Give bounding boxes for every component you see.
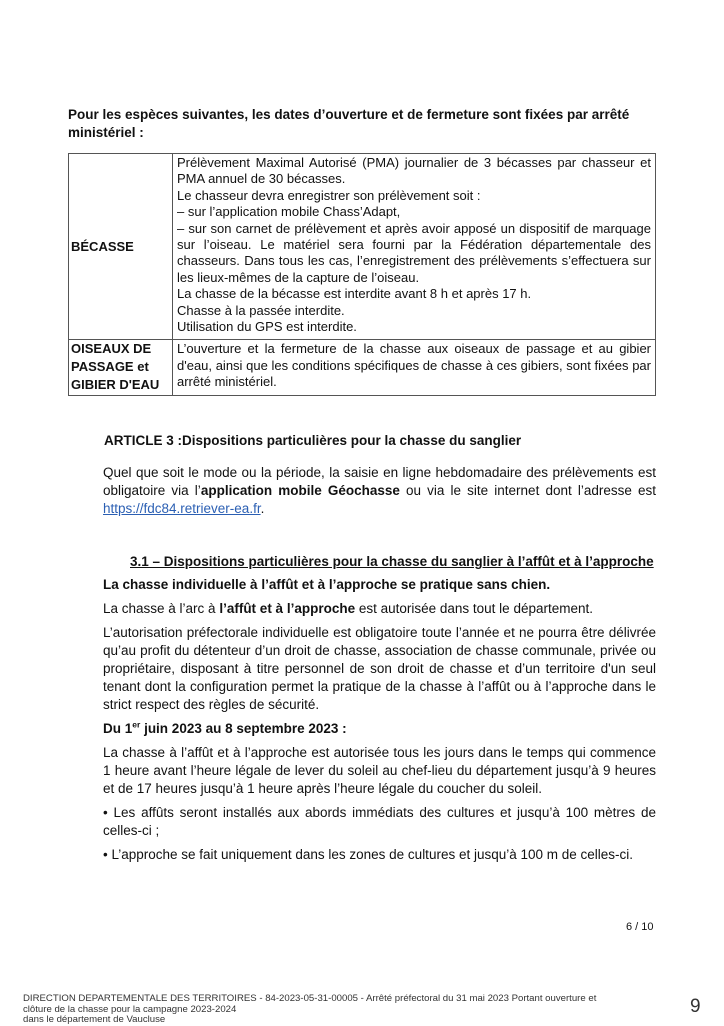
species-name-oiseaux [69,340,173,395]
species-rules-oiseaux: L’ouverture et la fermeture de la chasse aux oiseaux de passage et au gibier d'eau, ainsi que les conditions spécifiques de chasse à ces gibiers, sont fixées par arrêté ministériel. [173,340,656,395]
footer-line: dans le département de Vaucluse [23,1014,166,1025]
authorisation-paragraph: L’autorisation préfectorale individuelle est obligatoire toute l’année et ne pourra être délivrée qu’au profit du détenteur d’un droit de chasse, association de chasse communale, privée ou propriétaire, disposant à titre personnel de son droit de chasse et d’un territoire d'un seul tenant dont la configuration permet la pratique de la chasse à l’affût ou à l’approche dans le strict respect des règles de sécurité. [103,625,656,712]
period-suffix: juin 2023 au 8 septembre 2023 : [140,721,347,736]
rule-line: – sur son carnet de prélèvement et après avoir apposé un dispositif de marquage sur l’oiseau. Le matériel sera fourni par la Fédération départementale des chasseurs. Dans tous les cas, l’enregistrement des prélèvements s’effectuera sur les lieux-mêmes de la capture de l’oiseau. [177,220,651,285]
species-name-line: GIBIER D'EAU [71,377,160,393]
table-row [69,154,656,340]
species-name-line: OISEAUX DE [71,341,152,357]
footer-page-number: 9 [690,996,701,1017]
geochasse-text-after: . [260,501,265,516]
geochasse-paragraph [103,464,656,518]
rule-line: Le chasseur devra enregistrer son prélèvement soit : [177,187,481,203]
footer-line: DIRECTION DEPARTEMENTALE DES TERRITOIRES - 84-2023-05-31-00005 - Arrêté préfectoral du 31 mai 2023 Portant ouverture et [23,993,597,1004]
document-footer [23,994,663,1026]
bullet-approche: • L’approche se fait uniquement dans les zones de cultures et jusqu’à 100 m de celles-ci. [103,847,634,862]
arc-paragraph [103,600,656,618]
species-name-line: PASSAGE et [71,359,149,375]
footer-line: clôture de la chasse pour la campagne 2023-2024 [23,1003,237,1015]
period-heading [103,720,656,738]
bullet-affuts: • Les affûts seront installés aux abords immédiats des cultures et jusqu’à 100 mètres de celles-ci ; [103,805,656,838]
section-3-1-heading: 3.1 – Dispositions particulières pour la chasse du sanglier à l’affût et à l’approche [130,554,654,569]
species-rules-becasse [173,154,656,340]
period-superscript: er [132,719,141,730]
geochasse-text-middle: ou via le site internet dont l’adresse est [399,483,656,498]
table-row [69,340,656,395]
rule-line: – sur l’application mobile Chass’Adapt, [177,204,401,220]
fdc84-website-link[interactable]: https://fdc84.retriever-ea.fr [103,501,261,516]
arc-text-before: La chasse à l’arc à [103,601,220,616]
rule-line: Chasse à la passée interdite. [177,302,345,318]
intro-text: Pour les espèces suivantes, les dates d’ouverture et de fermeture sont fixées par arrêté ministériel : [68,107,630,140]
species-table [68,153,656,396]
rule-line: Utilisation du GPS est interdite. [177,319,357,335]
period-prefix: Du 1 [103,721,133,736]
geochasse-app-name: application mobile Géochasse [200,483,400,498]
section-3-1-body [103,576,656,864]
sans-chien-statement: La chasse individuelle à l’affût et à l’approche se pratique sans chien. [103,577,551,592]
article-3-heading: ARTICLE 3 :Dispositions particulières pour la chasse du sanglier [104,433,522,448]
arc-text-after: est autorisée dans tout le département. [355,601,593,616]
period-paragraph: La chasse à l’affût et à l’approche est autorisée tous les jours dans le temps qui commence 1 heure avant l’heure légale de lever du soleil au chef-lieu du département jusqu’à 9 heures et de 17 heures jusqu’à 1 heure après l’heure légale du coucher du soleil. [103,745,656,796]
geochasse-text-before: Quel que soit le mode ou la période, la saisie en ligne hebdomadaire des prélèvements est obligatoire via l’ [103,465,656,498]
arc-text-bold: l’affût et à l’approche [219,601,356,616]
rule-line: Prélèvement Maximal Autorisé (PMA) journalier de 3 bécasses par chasseur et PMA annuel de 30 bécasses. [177,155,651,187]
page-number: 6 / 10 [626,921,654,933]
species-name-becasse: BÉCASSE [69,154,173,340]
rule-line: La chasse de la bécasse est interdite avant 8 h et après 17 h. [177,286,532,302]
